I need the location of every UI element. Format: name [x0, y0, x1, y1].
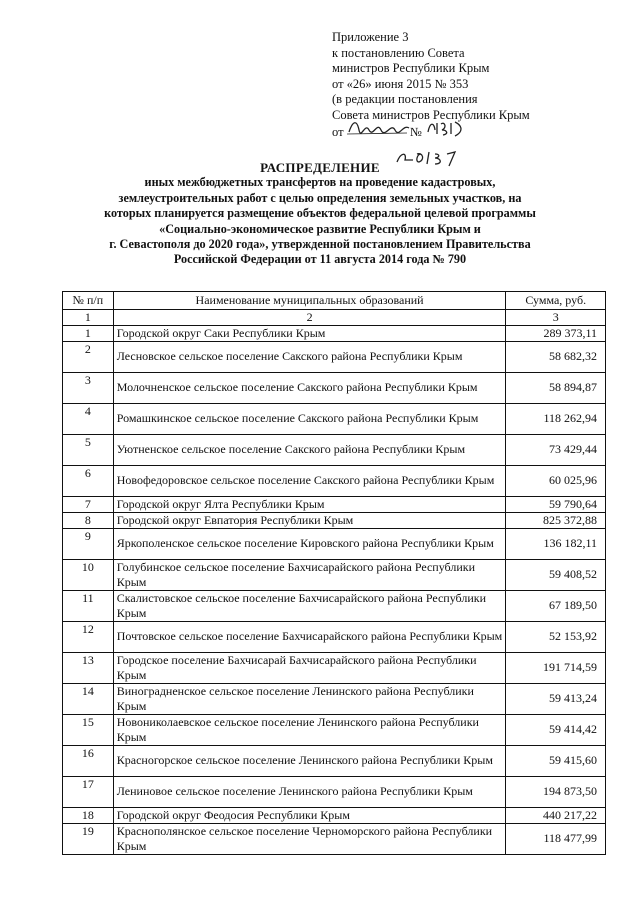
table-row — [63, 341, 606, 372]
appendix-date-prefix: от — [332, 124, 344, 139]
table-row — [63, 465, 606, 496]
row-sum: 825 372,88 — [506, 512, 606, 528]
table-row — [63, 403, 606, 434]
appendix-line: Совета министров Республики Крым — [332, 107, 530, 122]
row-number: 4 — [63, 403, 114, 434]
table-row — [63, 823, 606, 854]
table-row — [63, 745, 606, 776]
table-row — [63, 325, 606, 341]
appendix-line: министров Республики Крым — [332, 61, 490, 76]
appendix-line-date — [332, 124, 530, 141]
row-name: Лениновое сельское поселение Ленинского района Республики Крым — [113, 776, 506, 807]
title-line: Российской Федерации от 11 августа 2014 года № 790 — [173, 252, 467, 267]
row-number: 12 — [63, 621, 114, 652]
row-sum: 73 429,44 — [506, 434, 606, 465]
row-number: 13 — [63, 652, 114, 683]
row-sum: 59 415,60 — [506, 745, 606, 776]
row-number: 10 — [63, 559, 114, 590]
table-row — [63, 590, 606, 621]
index-cell: 1 — [63, 310, 114, 326]
row-name: Лесновское сельское поселение Сакского района Республики Крым — [113, 341, 506, 372]
table-header-row — [63, 292, 606, 310]
appendix-line: к постановлению Совета — [332, 45, 465, 60]
row-sum: 58 894,87 — [506, 372, 606, 403]
row-sum: 191 714,59 — [506, 652, 606, 683]
row-sum: 52 153,92 — [506, 621, 606, 652]
row-number: 11 — [63, 590, 114, 621]
title-line: «Социально-экономическое развитие Республики Крым и — [159, 221, 481, 236]
table-row — [63, 807, 606, 823]
row-sum: 59 408,52 — [506, 559, 606, 590]
table-row — [63, 652, 606, 683]
row-sum: 58 682,32 — [506, 341, 606, 372]
row-sum: 289 373,11 — [506, 325, 606, 341]
appendix-line: Приложение 3 — [332, 30, 409, 44]
row-name: Уютненское сельское поселение Сакского района Республики Крым — [113, 434, 506, 465]
row-number: 8 — [63, 512, 114, 528]
title-line: землеустроительных работ с целью определения земельных участков, на — [118, 190, 522, 205]
table-row — [63, 621, 606, 652]
row-sum: 59 790,64 — [506, 496, 606, 512]
row-number: 18 — [63, 807, 114, 823]
row-sum: 194 873,50 — [506, 776, 606, 807]
row-sum: 60 025,96 — [506, 465, 606, 496]
row-number: 14 — [63, 683, 114, 714]
row-name: Городской округ Евпатория Республики Крым — [113, 512, 506, 528]
row-number: 6 — [63, 465, 114, 496]
table-row — [63, 512, 606, 528]
header-name: Наименование муниципальных образований — [113, 292, 506, 310]
row-name: Новофедоровское сельское поселение Сакского района Республики Крым — [113, 465, 506, 496]
table-index-row — [63, 310, 606, 326]
row-number: 2 — [63, 341, 114, 372]
appendix-line: от «26» июня 2015 № 353 — [332, 76, 469, 91]
row-number: 3 — [63, 372, 114, 403]
index-cell: 3 — [506, 310, 606, 326]
header-sum: Сумма, руб. — [506, 292, 606, 310]
row-number: 15 — [63, 714, 114, 745]
row-sum: 59 414,42 — [506, 714, 606, 745]
row-name: Новониколаевское сельское поселение Ленинского района Республики Крым — [113, 714, 506, 745]
row-name: Краснополянское сельское поселение Черноморского района Республики Крым — [113, 823, 506, 854]
row-sum: 136 182,11 — [506, 528, 606, 559]
row-sum: 118 477,99 — [506, 823, 606, 854]
row-name: Молочненское сельское поселение Сакского района Республики Крым — [113, 372, 506, 403]
row-name: Голубинское сельское поселение Бахчисарайского района Республики Крым — [113, 559, 506, 590]
table-row — [63, 776, 606, 807]
table-row — [63, 434, 606, 465]
row-name: Городской округ Ялта Республики Крым — [113, 496, 506, 512]
appendix-line: (в редакции постановления — [332, 92, 478, 107]
title-line: г. Севастополя до 2020 года», утвержденной постановлением Правительства — [109, 237, 531, 252]
row-number: 7 — [63, 496, 114, 512]
row-name: Ромашкинское сельское поселение Сакского района Республики Крым — [113, 403, 506, 434]
table-row — [63, 496, 606, 512]
row-sum: 118 262,94 — [506, 403, 606, 434]
row-number: 1 — [63, 325, 114, 341]
row-name: Красногорское сельское поселение Ленинского района Республики Крым — [113, 745, 506, 776]
row-sum: 59 413,24 — [506, 683, 606, 714]
row-name: Виноградненское сельское поселение Ленинского района Республики Крым — [113, 683, 506, 714]
header-number: № п/п — [63, 292, 114, 310]
row-name: Скалистовское сельское поселение Бахчисарайского района Республики Крым — [113, 590, 506, 621]
appendix-number-label: № — [409, 124, 422, 139]
table-row — [63, 528, 606, 559]
table-row — [63, 372, 606, 403]
row-name: Городской округ Феодосия Республики Крым — [113, 807, 506, 823]
row-name: Городское поселение Бахчисарай Бахчисарайского района Республики Крым — [113, 652, 506, 683]
title-heading: РАСПРЕДЕЛЕНИЕ — [260, 160, 380, 175]
distribution-table — [62, 291, 606, 855]
row-name: Яркополенское сельское поселение Кировского района Республики Крым — [113, 528, 506, 559]
row-number: 9 — [63, 528, 114, 559]
handwritten-number-signature — [425, 124, 461, 136]
row-name: Городской округ Саки Республики Крым — [113, 325, 506, 341]
row-number: 16 — [63, 745, 114, 776]
appendix-block — [332, 30, 530, 140]
table-row — [63, 683, 606, 714]
row-sum: 440 217,22 — [506, 807, 606, 823]
row-sum: 67 189,50 — [506, 590, 606, 621]
table-row — [63, 714, 606, 745]
table-row — [63, 559, 606, 590]
title-line: иных межбюджетных трансфертов на проведение кадастровых, — [144, 175, 496, 190]
row-number: 5 — [63, 434, 114, 465]
index-cell: 2 — [113, 310, 506, 326]
document-title — [62, 160, 578, 268]
handwritten-date-signature — [347, 124, 407, 136]
row-name: Почтовское сельское поселение Бахчисарайского района Республики Крым — [113, 621, 506, 652]
row-number: 17 — [63, 776, 114, 807]
title-line: которых планируется размещение объектов федеральной целевой программы — [104, 206, 536, 221]
row-number: 19 — [63, 823, 114, 854]
